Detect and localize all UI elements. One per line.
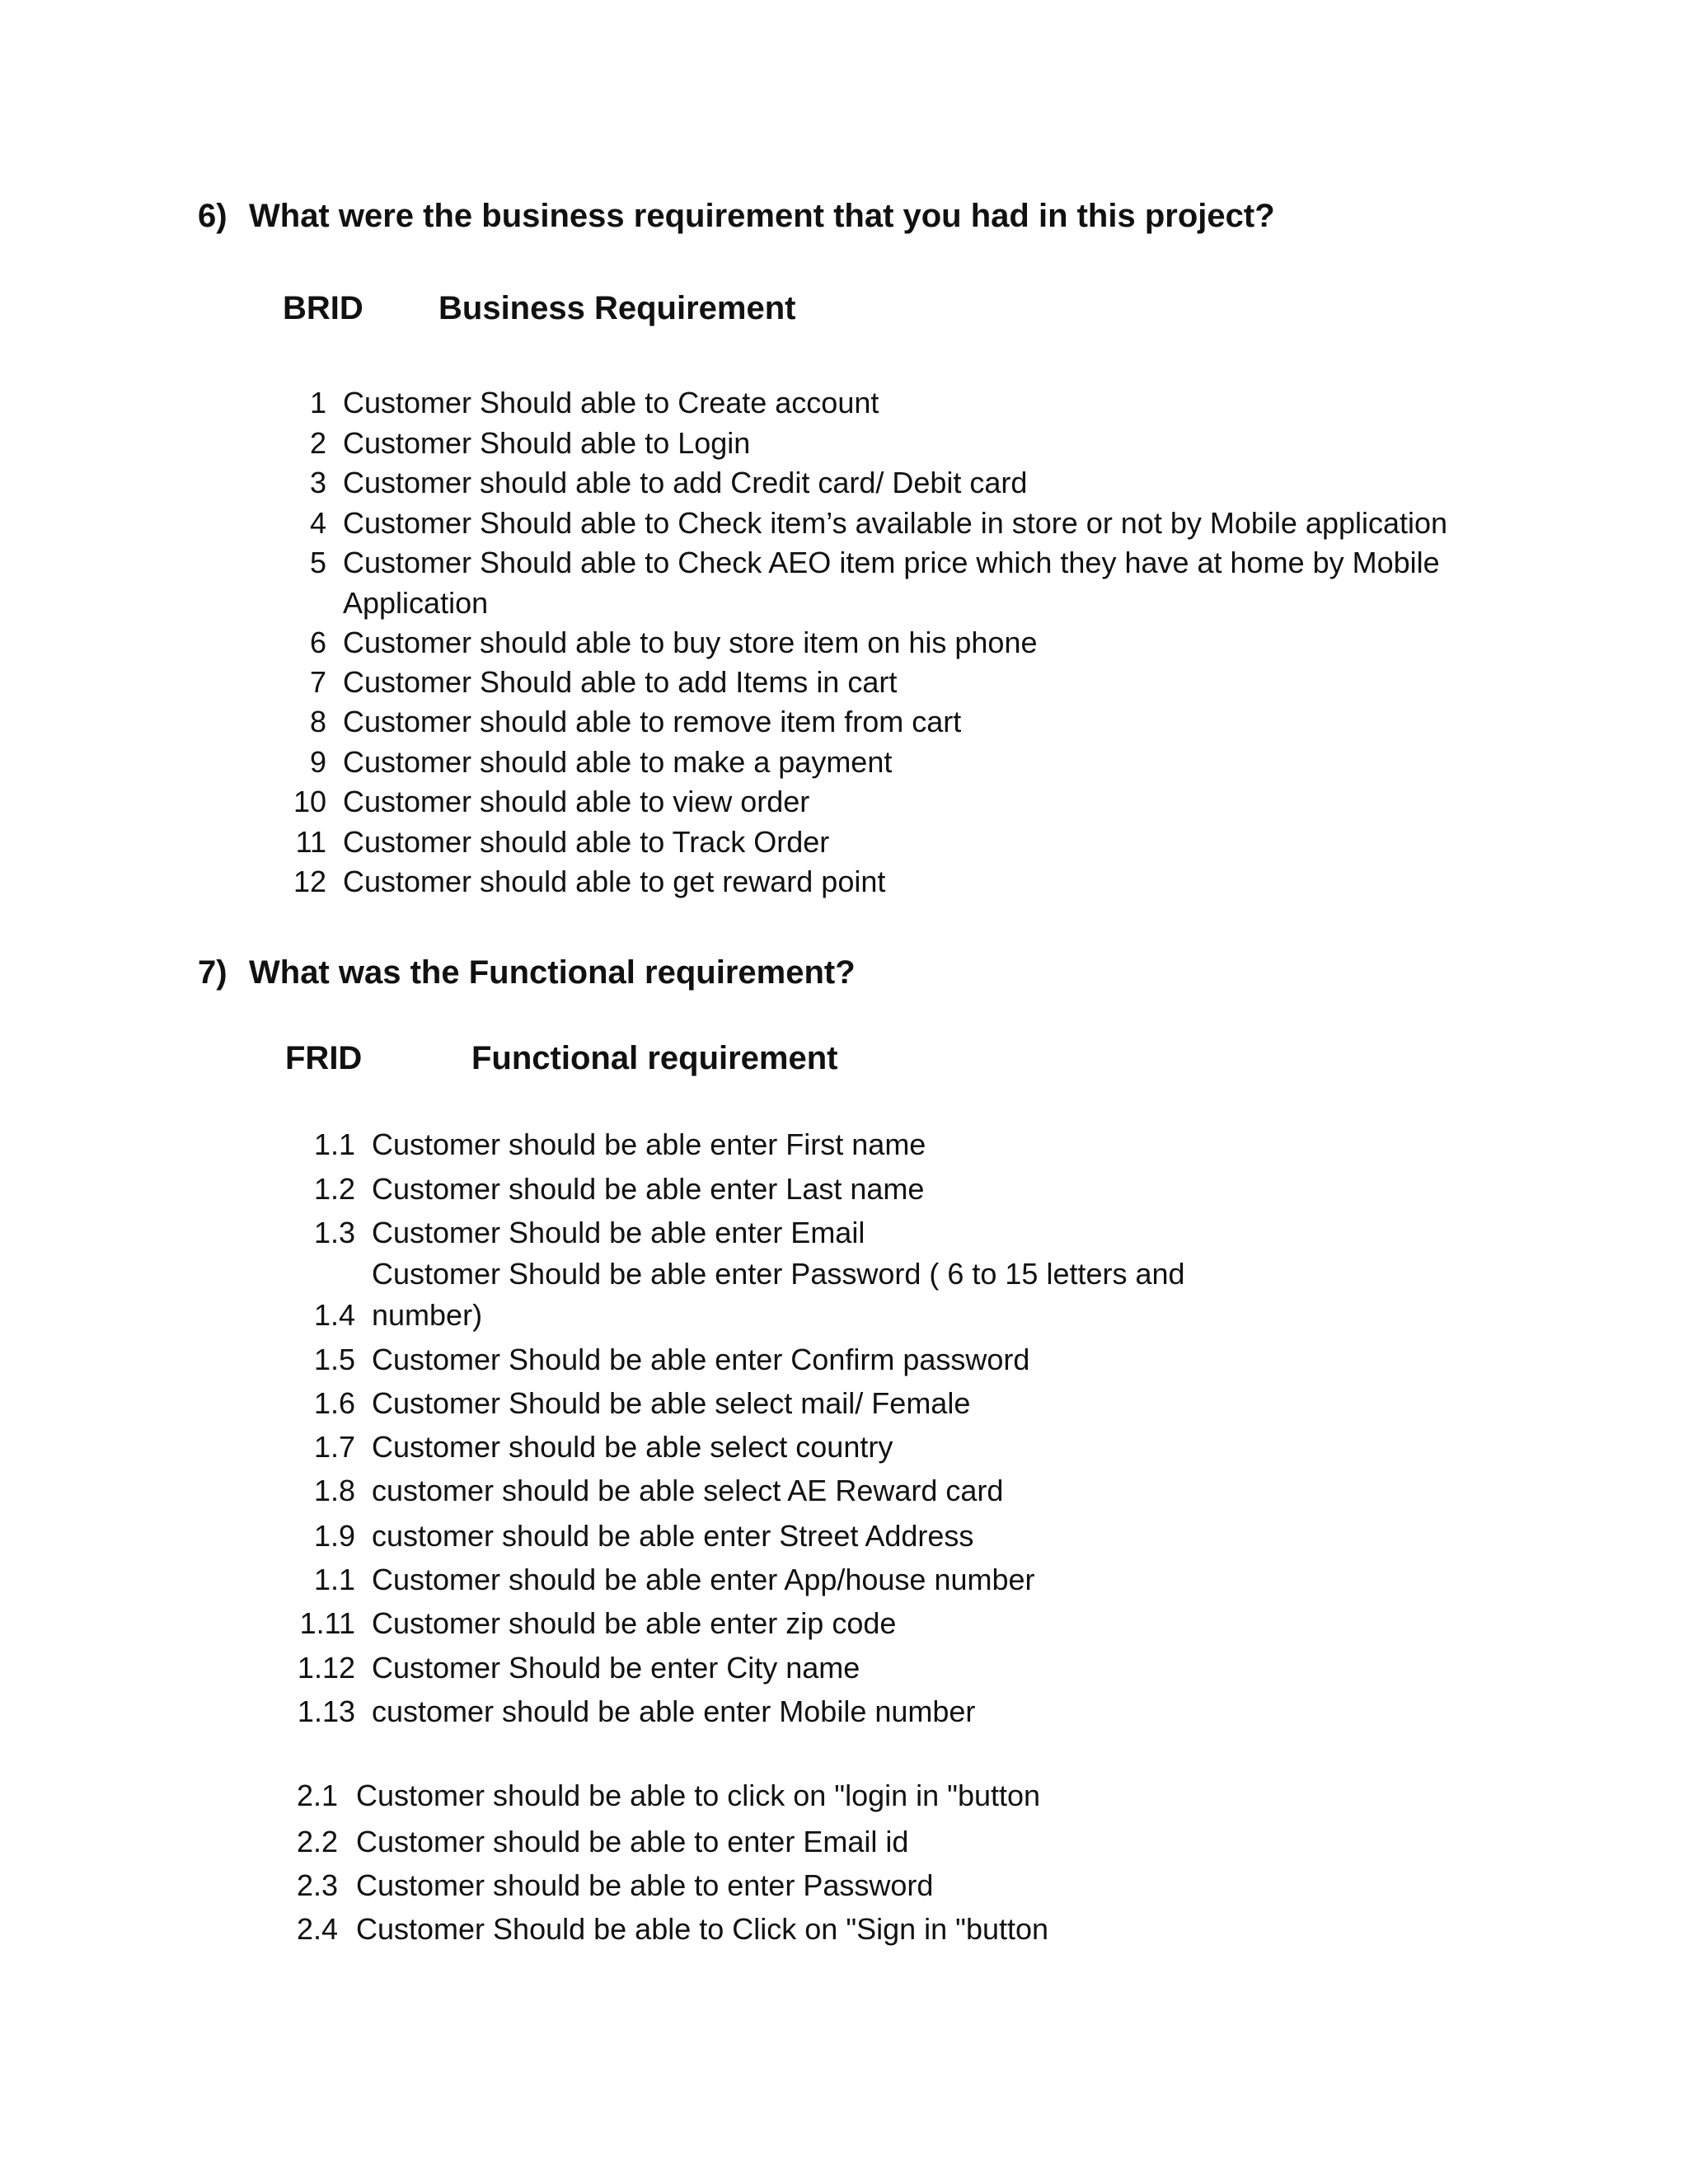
brid-column-header: BRID xyxy=(283,290,363,326)
requirement-id: 1.7 xyxy=(313,1430,355,1464)
requirement-text: Customer Should be able enter Email xyxy=(372,1216,865,1249)
requirement-id: 1.1 xyxy=(313,1127,355,1161)
requirement-id: 12 xyxy=(293,865,327,898)
requirement-id: 1.3 xyxy=(313,1216,355,1249)
requirement-id: 1.13 xyxy=(297,1694,355,1728)
requirement-id: 5 xyxy=(309,546,326,579)
requirement-id: 2.1 xyxy=(296,1779,338,1812)
requirement-id: 2 xyxy=(309,426,326,460)
requirement-text: Customer should be able to enter Email id xyxy=(356,1825,909,1858)
requirement-id: 9 xyxy=(309,745,326,779)
requirement-id: 4 xyxy=(309,506,326,540)
requirement-text: Customer Should able to add Items in cart xyxy=(343,665,898,699)
requirement-id: 6 xyxy=(309,626,326,659)
requirement-text: Customer should able to add Credit card/ Debit card xyxy=(343,466,1028,499)
requirement-text: Customer Should be able select mail/ Female xyxy=(372,1386,971,1420)
requirement-text: customer should be able enter Street Address xyxy=(372,1519,974,1553)
requirement-text: customer should be able select AE Reward card xyxy=(372,1474,1004,1507)
requirement-text: Customer should able to make a payment xyxy=(343,745,893,779)
requirement-id: 1.5 xyxy=(313,1343,355,1376)
requirement-text: Customer should be able select country xyxy=(372,1430,893,1464)
requirement-text: Customer should be able to click on "login in "button xyxy=(356,1779,1041,1812)
requirement-id: 10 xyxy=(293,785,327,818)
business-requirement-column-header: Business Requirement xyxy=(438,290,796,326)
requirement-text: number) xyxy=(372,1298,483,1332)
requirement-text: Customer Should able to Check item’s available in store or not by Mobile application xyxy=(343,506,1448,540)
requirement-text: Customer Should be able enter Password ( 6 to 15 letters and xyxy=(372,1257,1185,1291)
requirement-id: 2.2 xyxy=(296,1825,338,1858)
requirement-text: Customer Should be able enter Confirm password xyxy=(372,1343,1030,1376)
frid-column-header: FRID xyxy=(285,1040,363,1076)
requirement-text: customer should be able enter Mobile number xyxy=(372,1694,976,1728)
requirement-id: 1 xyxy=(309,386,326,419)
requirement-id: 3 xyxy=(309,466,326,499)
requirement-id: 1.11 xyxy=(299,1606,355,1640)
requirement-text: Application xyxy=(343,586,489,620)
requirement-text: Customer should be able enter First name xyxy=(372,1127,926,1161)
requirement-text: Customer Should able to Login xyxy=(343,426,751,460)
question-number: 7) xyxy=(198,954,227,991)
requirement-id: 1.6 xyxy=(313,1386,355,1420)
requirement-text: Customer should able to buy store item on his phone xyxy=(343,626,1038,659)
requirement-text: Customer should able to get reward point xyxy=(343,865,886,898)
requirement-id: 1.9 xyxy=(313,1519,355,1553)
requirement-text: Customer Should able to Check AEO item price which they have at home by Mobile xyxy=(343,546,1440,579)
requirement-id: 1.4 xyxy=(313,1298,355,1332)
requirement-text: Customer should able to Track Order xyxy=(343,825,830,859)
requirement-text: Customer Should able to Create account xyxy=(343,386,879,419)
requirement-id: 2.3 xyxy=(296,1868,338,1902)
requirement-text: Customer should able to view order xyxy=(343,785,810,818)
requirement-id: 7 xyxy=(309,665,326,699)
question-text: What was the Functional requirement? xyxy=(249,954,856,991)
requirement-text: Customer Should be able to Click on "Sign in "button xyxy=(356,1912,1049,1946)
requirement-text: Customer should able to remove item from cart xyxy=(343,705,962,738)
requirement-id: 2.4 xyxy=(296,1912,338,1946)
requirement-id: 11 xyxy=(295,825,326,859)
requirement-text: Customer should be able enter zip code xyxy=(372,1606,897,1640)
requirement-id: 1.12 xyxy=(297,1651,355,1685)
question-text: What were the business requirement that you had in this project? xyxy=(249,198,1275,234)
requirement-text: Customer Should be enter City name xyxy=(372,1651,860,1685)
requirement-text: Customer should be able to enter Password xyxy=(356,1868,934,1902)
requirement-text: Customer should be able enter App/house number xyxy=(372,1563,1035,1596)
question-number: 6) xyxy=(198,198,227,234)
question-6-heading xyxy=(198,198,1275,235)
question-7-heading xyxy=(198,954,856,991)
requirement-id: 1.2 xyxy=(313,1172,355,1206)
requirement-id: 1.1 xyxy=(313,1563,355,1596)
functional-requirement-column-header: Functional requirement xyxy=(471,1040,838,1076)
requirement-id: 1.8 xyxy=(313,1474,355,1507)
requirement-text: Customer should be able enter Last name xyxy=(372,1172,925,1206)
requirement-id: 8 xyxy=(309,705,326,738)
